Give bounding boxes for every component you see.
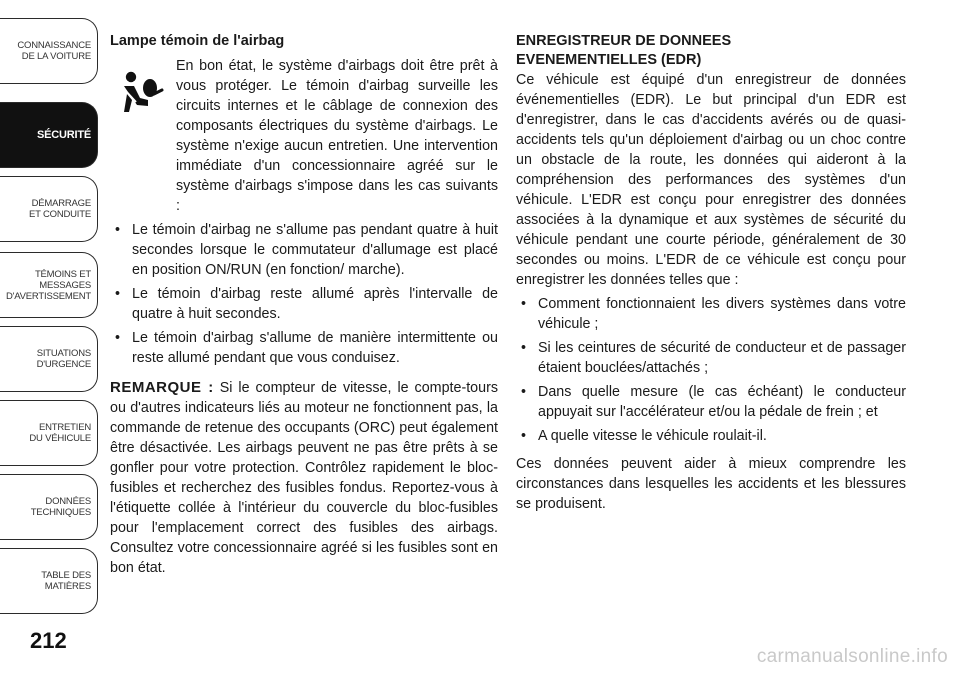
tab-situations-d-urgence[interactable]: SITUATIONS D'URGENCE [0, 326, 98, 392]
tab-securite[interactable]: SÉCURITÉ [0, 102, 98, 168]
remark-paragraph [110, 378, 498, 578]
airbag-warning-icon [110, 64, 168, 124]
airbag-intro-block [110, 56, 498, 216]
tab-entretien-du-vehicule[interactable]: ENTRETIEN DU VÉHICULE [0, 400, 98, 466]
list-item: • Le témoin d'airbag reste allumé après l'intervalle de quatre à huit secondes. [110, 284, 498, 324]
tab-temoins-et-messages[interactable]: TÉMOINS ET MESSAGES D'AVERTISSEMENT [0, 252, 98, 318]
section-title-edr-line2: EVENEMENTIELLES (EDR) [516, 52, 702, 68]
watermark: carmanualsonline.info [756, 646, 948, 667]
airbag-intro-text: En bon état, le système d'airbags doit être prêt à vous protéger. Le témoin d'airbag surveille les circuits internes et le câblage de connexion des composants électriques du système d'airbags. Le système n'exige aucun entretien. Une intervention immédiate d'un concessionnaire agréé sur le système d'airbags s'impose dans les cas suivants : [176, 58, 498, 214]
list-item: • Dans quelle mesure (le cas échéant) le conducteur appuyait sur l'accélérateur et/ou la pédale de frein ; et [516, 382, 906, 422]
remark-label: REMARQUE : [110, 379, 214, 396]
edr-intro-text: Ce véhicule est équipé d'un enregistreur de données événementielles (EDR). Le but principal d'un EDR est d'enregistrer, dans le cas d'accidents avérés ou de quasi-accidents tels qu'un déploiement d'airbag ou un choc contre un obstacle de la route, les données qui aideront à la compréhension des performances des systèmes d'un véhicule. L'EDR est conçu pour enregistrer des données associées à la dynamique et aux systèmes de sécurité du véhicule pendant une courte période, généralement de 30 secondes ou moins. L'EDR de ce véhicule est conçu pour enregistrer les données telles que : [516, 72, 906, 288]
section-title-airbag-lamp: Lampe témoin de l'airbag [110, 33, 285, 49]
tab-donnees-techniques[interactable]: DONNÉES TECHNIQUES [0, 474, 98, 540]
airbag-conditions-list [110, 220, 498, 368]
remark-text: Si le compteur de vitesse, le compte-tours ou d'autres indicateurs liés au moteur ne fonctionnent pas, la commande de retenue des occupants (ORC) peut également être désactivée. Les airbags peuvent ne pas être prêts à se gonfler pour votre protection. Contrôlez rapidement le bloc-fusibles et recherchez des fusibles fondus. Reportez-vous à l'étiquette collée à l'intérieur du couvercle du bloc-fusibles pour l'emplacement correct des fusibles des airbags. Consultez votre concessionnaire agréé si les fusibles sont en bon état. [110, 380, 498, 576]
edr-section [516, 32, 906, 528]
list-item: • Si les ceintures de sécurité de conducteur et de passager étaient bouclées/attachés ; [516, 338, 906, 378]
tab-demarrage-et-conduite[interactable]: DÉMARRAGE ET CONDUITE [0, 176, 98, 242]
edr-data-list [516, 294, 906, 446]
list-item: • Le témoin d'airbag s'allume de manière intermittente ou reste allumé pendant que vous conduisez. [110, 328, 498, 368]
tab-table-des-matieres[interactable]: TABLE DES MATIÈRES [0, 548, 98, 614]
chapter-tab-sidebar [0, 0, 104, 678]
page-number: 212 [30, 628, 67, 653]
list-item: • Comment fonctionnaient les divers systèmes dans votre véhicule ; [516, 294, 906, 334]
section-title-edr-line1: ENREGISTREUR DE DONNEES [516, 33, 732, 49]
list-item: • A quelle vitesse le véhicule roulait-il. [516, 426, 906, 446]
tab-connaissance-de-la-voiture[interactable]: CONNAISSANCE DE LA VOITURE [0, 18, 98, 84]
edr-closing-text: Ces données peuvent aider à mieux comprendre les circonstances dans lesquelles les accidents et les blessures se produisent. [516, 456, 906, 512]
airbag-warning-section [110, 32, 498, 592]
list-item: • Le témoin d'airbag ne s'allume pas pendant quatre à huit secondes lorsque le commutateur d'allumage est placé en position ON/RUN (en fonction/ marche). [110, 220, 498, 280]
